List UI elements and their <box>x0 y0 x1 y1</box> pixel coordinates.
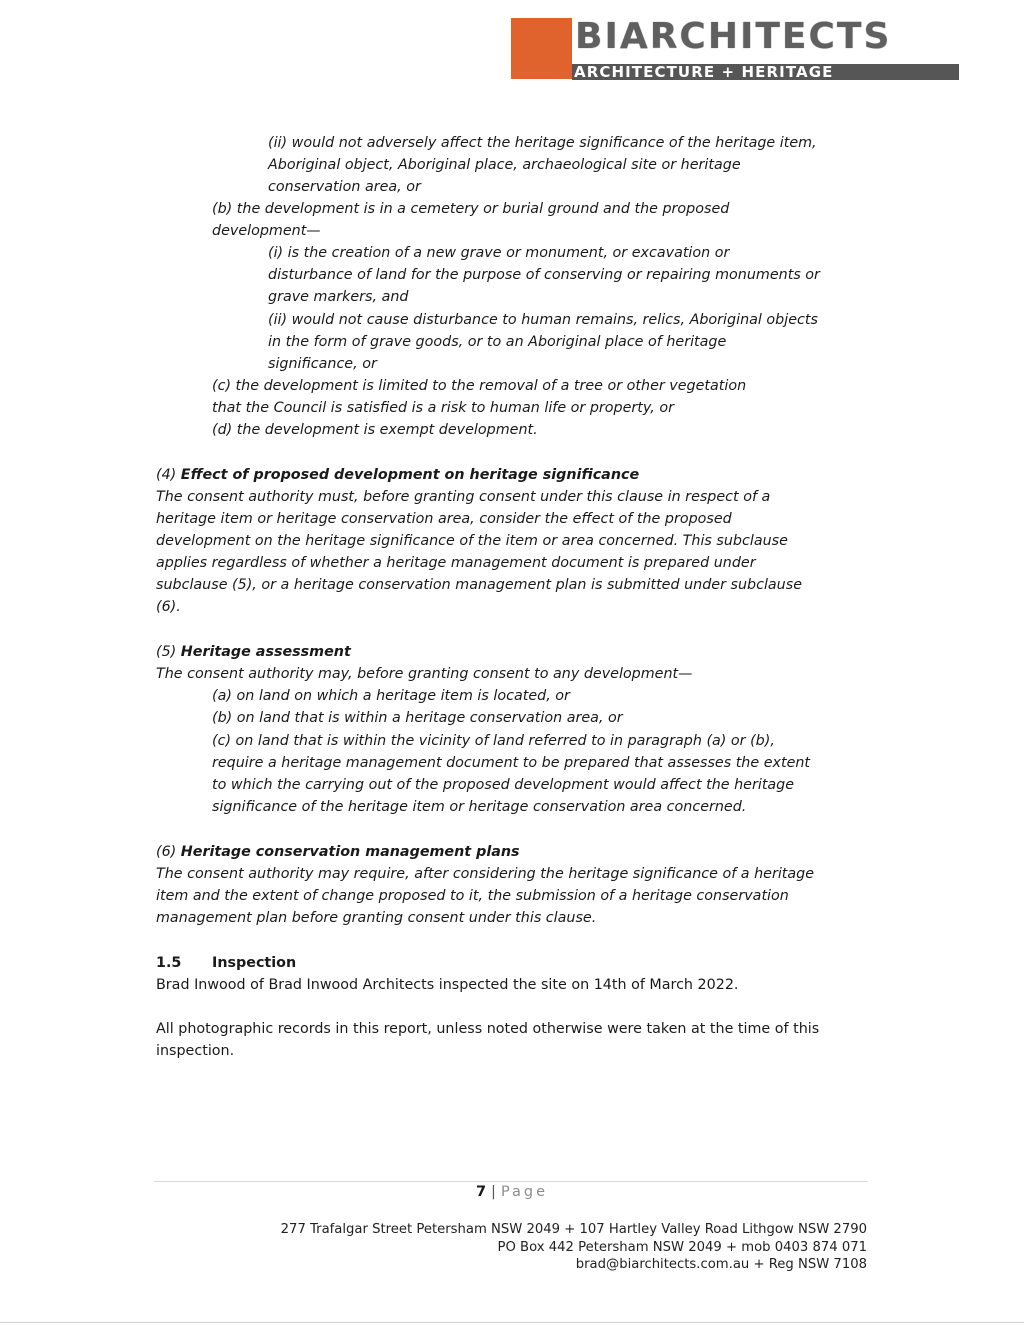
clause-5-a: (a) on land on which a heritage item is located, or <box>212 688 570 704</box>
clause-6-text-line-3: management plan before granting consent under this clause. <box>156 910 597 926</box>
clause-4-text-line-1: The consent authority must, before granting consent under this clause in respect of a <box>156 489 771 505</box>
clause-3-b-ii-line-2: in the form of grave goods, or to an Aboriginal place of heritage <box>268 334 727 350</box>
logo-subtitle: ARCHITECTURE + HERITAGE <box>572 64 959 80</box>
page-number-label: Page <box>500 1184 549 1200</box>
clause-6-text-line-1: The consent authority may require, after considering the heritage significance of a heritage <box>156 866 815 882</box>
clause-3-a-ii-line-3: conservation area, or <box>268 179 421 195</box>
clause-3-b-i-line-2: disturbance of land for the purpose of conserving or repairing monuments or <box>268 267 820 283</box>
clause-5-c-line-3: to which the carrying out of the proposed development would affect the heritage <box>212 777 795 793</box>
clause-3-c-line-1: (c) the development is limited to the removal of a tree or other vegetation <box>212 378 747 394</box>
clause-4-number: (4) <box>156 467 181 483</box>
clause-3-b-ii-line-1: (ii) would not cause disturbance to human remains, relics, Aboriginal objects <box>268 312 818 328</box>
clause-6-heading-line <box>156 841 520 863</box>
clause-5-intro: The consent authority may, before granting consent to any development— <box>156 666 693 682</box>
clause-3-a-ii-line-1: (ii) would not adversely affect the heritage significance of the heritage item, <box>268 135 817 151</box>
clause-3-b-ii-line-3: significance, or <box>268 356 377 372</box>
company-logo <box>511 18 959 80</box>
clause-5-c-line-1: (c) on land that is within the vicinity of land referred to in paragraph (a) or (b), <box>212 733 775 749</box>
clause-5-heading: Heritage assessment <box>180 644 351 660</box>
footer-address-line-2: PO Box 442 Petersham NSW 2049 + mob 0403 874 071 <box>497 1240 867 1255</box>
clause-5-b: (b) on land that is within a heritage conservation area, or <box>212 710 623 726</box>
logo-orange-square <box>511 18 572 79</box>
clause-5-c-line-2: require a heritage management document to be prepared that assesses the extent <box>212 755 811 771</box>
clause-4-heading-line <box>156 464 639 486</box>
clause-4-text-line-2: heritage item or heritage conservation area, consider the effect of the proposed <box>156 511 732 527</box>
section-1-5-heading: Inspection <box>212 955 297 971</box>
section-1-5-para-1: Brad Inwood of Brad Inwood Architects inspected the site on 14th of March 2022. <box>156 977 739 993</box>
page-number-separator: | <box>491 1184 496 1200</box>
clause-3-b-i-line-3: grave markers, and <box>268 289 409 305</box>
clause-3-d: (d) the development is exempt development. <box>212 422 538 438</box>
clause-3-b-i-line-1: (i) is the creation of a new grave or monument, or excavation or <box>268 245 730 261</box>
section-1-5-para-2-line-2: inspection. <box>156 1043 235 1059</box>
page-number-value: 7 <box>475 1184 487 1200</box>
clause-4-text-line-3: development on the heritage significance of the item or area concerned. This subclause <box>156 533 788 549</box>
page-number <box>0 1184 1024 1200</box>
logo-title: BIARCHITECTS <box>575 16 892 57</box>
clause-3-b-line-1: (b) the development is in a cemetery or burial ground and the proposed <box>212 201 730 217</box>
clause-6-number: (6) <box>156 844 181 860</box>
clause-3-c-line-2: that the Council is satisfied is a risk to human life or property, or <box>212 400 674 416</box>
clause-3-b-line-2: development— <box>212 223 321 239</box>
clause-5-heading-line <box>156 641 351 663</box>
footer-address-line-3: brad@biarchitects.com.au + Reg NSW 7108 <box>575 1257 867 1272</box>
page-bottom-edge <box>0 1322 1024 1323</box>
clause-4-text-line-6: (6). <box>156 599 181 615</box>
section-1-5-para-2-line-1: All photographic records in this report, unless noted otherwise were taken at the time of this <box>156 1021 820 1037</box>
footer-divider <box>154 1181 868 1182</box>
clause-5-number: (5) <box>156 644 181 660</box>
clause-5-c-line-4: significance of the heritage item or heritage conservation area concerned. <box>212 799 747 815</box>
clause-4-text-line-5: subclause (5), or a heritage conservation management plan is submitted under subclause <box>156 577 802 593</box>
footer-address-line-1: 277 Trafalgar Street Petersham NSW 2049 + 107 Hartley Valley Road Lithgow NSW 2790 <box>280 1222 867 1237</box>
clause-4-text-line-4: applies regardless of whether a heritage management document is prepared under <box>156 555 756 571</box>
clause-6-text-line-2: item and the extent of change proposed to it, the submission of a heritage conservation <box>156 888 789 904</box>
clause-6-heading: Heritage conservation management plans <box>180 844 520 860</box>
clause-4-heading: Effect of proposed development on heritage significance <box>180 467 640 483</box>
section-1-5-number: 1.5 <box>156 955 182 971</box>
clause-3-a-ii-line-2: Aboriginal object, Aboriginal place, archaeological site or heritage <box>268 157 741 173</box>
